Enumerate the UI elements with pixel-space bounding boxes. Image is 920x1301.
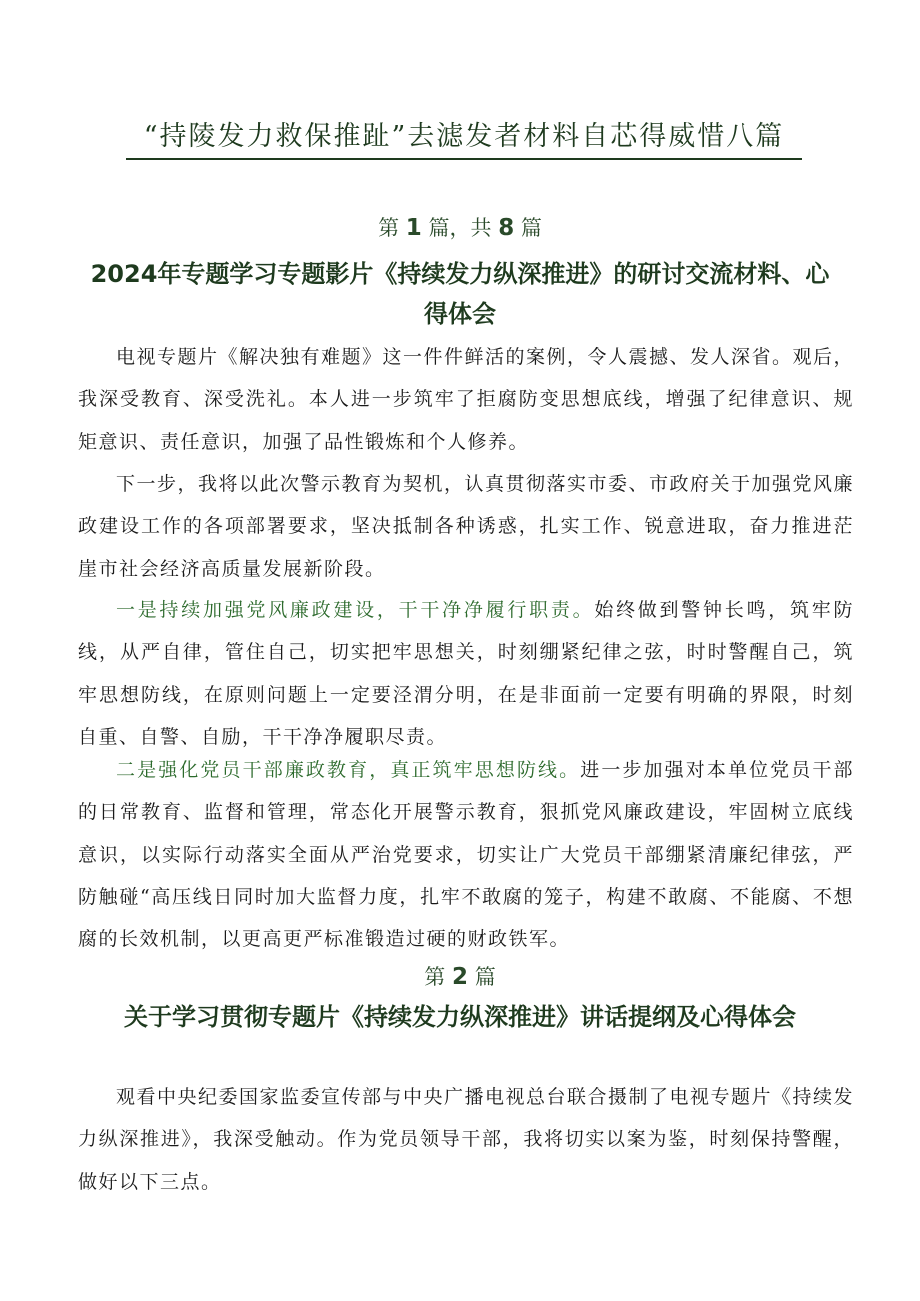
section-2-paragraph-1: 观看中央纪委国家监委宣传部与中央广播电视总台联合摄制了电视专题片《持续发力纵深推进》，我深受触动。作为党员领导干部，我将切实以案为鉴，时刻保持警醒，做好以下三点。: [78, 1086, 855, 1193]
label-prefix: 第: [424, 965, 446, 989]
label-mid: 篇，共: [428, 216, 492, 240]
paragraph-body: 始终做到警钟长鸣，筑牢防线，从严自律，管住自己，切实把牢思想关，时刻绷紧纪律之弦，时时警醒自己，筑牢思想防线，在原则问题上一定要泾渭分明，在是非面前一定要有明确的界限，时刻自重、自警、自励，干干净净履职尽责。: [78, 599, 854, 748]
label-suffix: 篇: [520, 216, 542, 240]
document-title: “持陵发力救保推趾”去滤发者材料自芯得威惜八篇: [126, 118, 802, 160]
label-suffix: 篇: [474, 965, 496, 989]
section-1-title: 2024年专题学习专题影片《持续发力纵深推进》的研讨交流材料、心得体会: [90, 260, 830, 328]
label-prefix: 第: [378, 216, 400, 240]
paragraph-body: 进一步加强对本单位党员干部的日常教育、监督和管理，常态化开展警示教育，狠抓党风廉政建设，牢固树立底线意识，以实际行动落实全面从严治党要求，切实让广大党员干部绷紧清廉纪律弦，严防触碰“高压线日同时加大监督力度，扎牢不敢腐的笼子，构建不敢腐、不能腐、不想腐的长效机制，以更高更严标准锻造过硬的财政铁军。: [78, 759, 854, 951]
paragraph-lead: 一是持续加强党风廉政建设，干干净净履行职责。: [116, 599, 595, 621]
section-number: 1: [405, 215, 422, 241]
section-1-paragraph-4: [78, 749, 854, 960]
section-1-paragraph-2: 下一步，我将以此次警示教育为契机，认真贯彻落实市委、市政府关于加强党风廉政建设工作的各项部署要求，坚决抵制各种诱惑，扎实工作、锐意进取，奋力推进茫崖市社会经济高质量发展新阶段。: [78, 473, 855, 580]
paragraph-lead: 二是强化党员干部廉政教育，真正筑牢思想防线。: [116, 759, 581, 781]
section-1-paragraph-1: 电视专题片《解决独有难题》这一件件鲜活的案例，令人震撼、发人深省。观后，我深受教育、深受洗礼。本人进一步筑牢了拒腐防变思想底线，增强了纪律意识、规矩意识、责任意识，加强了品性锻炼和个人修养。: [78, 346, 855, 453]
section-1-paragraph-3: [78, 589, 854, 758]
section-1-label: [0, 212, 920, 242]
section-number: 2: [451, 964, 468, 990]
section-total: 8: [498, 215, 515, 241]
section-2-title: 关于学习贯彻专题片《持续发力纵深推进》讲话提纲及心得体会: [124, 1003, 796, 1031]
section-2-label: [0, 961, 920, 991]
